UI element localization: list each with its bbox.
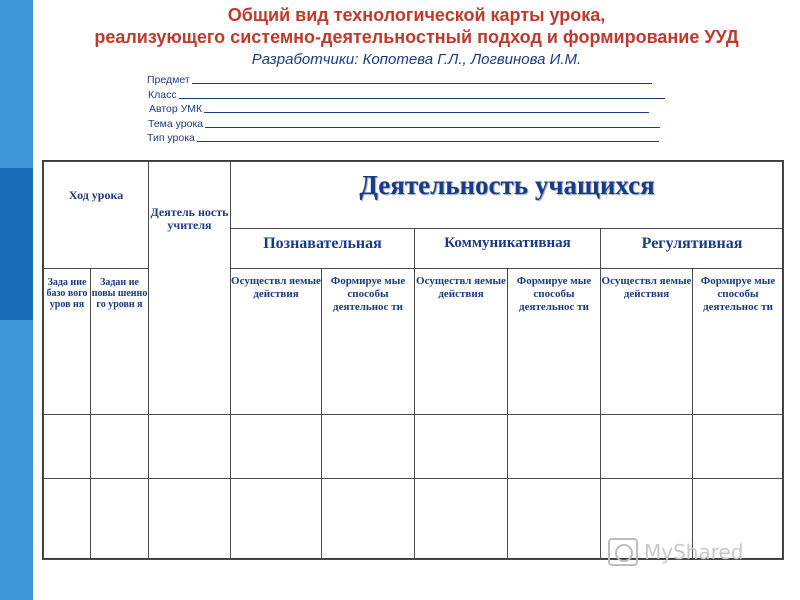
table-cell	[508, 479, 601, 560]
slide-title-line-1: Общий вид технологической карты урока,	[227, 5, 606, 25]
left-accent-block	[0, 168, 33, 320]
task-basic-level-header: Зада ние базо вого уров ня	[44, 269, 91, 415]
table-cell	[415, 415, 508, 479]
category-communicative: Коммуникативная	[415, 229, 601, 269]
table-cell	[149, 479, 231, 560]
table-cell	[44, 479, 91, 560]
performed-actions-header: Осуществл яемые действия	[231, 269, 322, 415]
watermark-text: MyShared	[644, 540, 744, 564]
field-label: Тема урока	[148, 117, 204, 130]
lesson-map-table	[43, 161, 784, 560]
lesson-stage-header: Ход урока	[44, 162, 149, 269]
table-row	[44, 415, 784, 479]
watermark-logo-icon	[608, 538, 638, 566]
formed-methods-header: Формируе мые способы деятельнос ти	[508, 269, 601, 415]
field-lesson-type	[147, 131, 687, 146]
slide-title-line-2: реализующего системно-деятельностный подход и формирование УУД	[94, 27, 739, 47]
performed-actions-header: Осуществл яемые действия	[415, 269, 508, 415]
student-activity-header: Деятельность учащихся	[231, 162, 784, 229]
table-cell	[231, 479, 322, 560]
watermark	[608, 538, 744, 566]
table-cell	[415, 479, 508, 560]
fill-line	[179, 88, 665, 99]
fill-line	[197, 131, 659, 142]
slide-header	[33, 0, 800, 70]
field-label: Тип урока	[147, 132, 195, 144]
table-cell	[322, 479, 415, 560]
table-cell	[601, 415, 693, 479]
category-cognitive: Познавательная	[231, 229, 415, 269]
table-cell	[322, 415, 415, 479]
field-subject	[147, 73, 687, 88]
field-label: Класс	[148, 88, 177, 101]
authors-line: Разработчики: Копотева Г.Л., Логвинова И.М.	[251, 51, 582, 68]
field-umk-author	[147, 102, 687, 117]
table-cell	[508, 415, 601, 479]
table-cell	[91, 415, 149, 479]
fill-line	[192, 73, 652, 84]
table-cell	[693, 415, 784, 479]
formed-methods-header: Формируе мые способы деятельнос ти	[693, 269, 784, 415]
formed-methods-header: Формируе мые способы деятельнос ти	[322, 269, 415, 415]
fill-line	[204, 102, 649, 113]
field-label: Предмет	[147, 74, 190, 86]
table-cell	[44, 415, 91, 479]
lesson-fields	[147, 73, 687, 146]
table-cell	[149, 415, 231, 479]
category-regulatory: Регулятивная	[601, 229, 784, 269]
performed-actions-header: Осуществл яемые действия	[601, 269, 693, 415]
field-class	[147, 88, 687, 103]
field-topic	[147, 117, 687, 132]
table-cell	[91, 479, 149, 560]
field-label: Автор УМК	[149, 103, 203, 115]
task-advanced-level-header: Задан ие повы шенно го уровн я	[91, 269, 149, 415]
teacher-activity-header: Деятель ность учителя	[149, 162, 231, 415]
fill-line	[205, 117, 660, 128]
table-cell	[231, 415, 322, 479]
